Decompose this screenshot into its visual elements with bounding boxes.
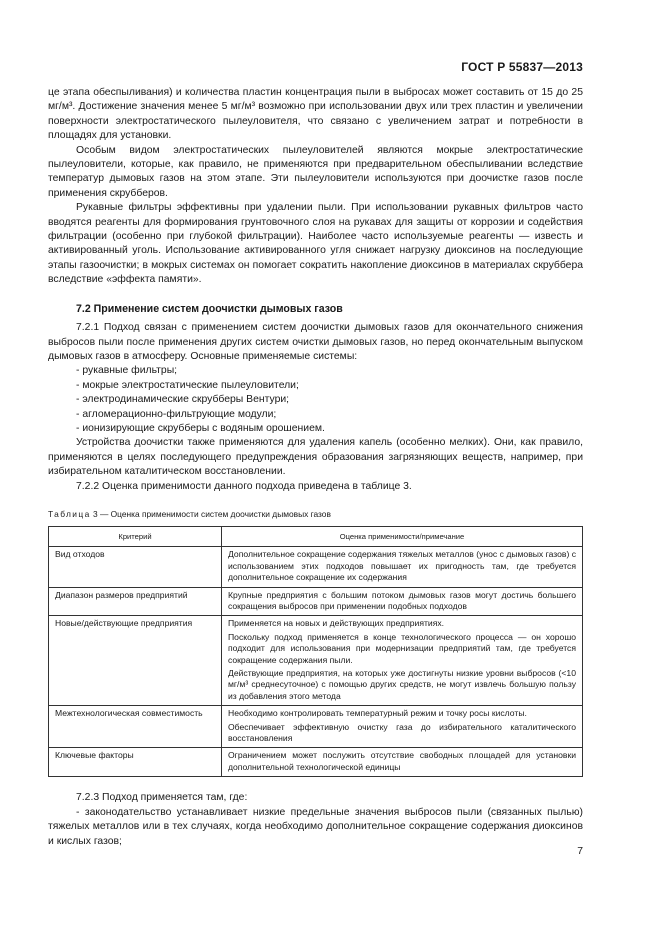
- table-caption-text: 3 — Оценка применимости систем доочистки дымовых газов: [90, 508, 331, 519]
- table-row: [49, 616, 583, 706]
- notes-cell: [222, 706, 583, 748]
- table-row: [49, 587, 583, 616]
- list-item: - ионизирующие скрубберы с водяным орошением.: [76, 422, 325, 434]
- page-number: 7: [577, 846, 583, 857]
- after-table-paragraph: - законодательство устанавливает низкие предельные значения выбросов пыли (связанных пылью) тяжелых металлов или в тех случаях, когда необходимо дополнительное сокращение содержания диоксинов и кислых газов;: [48, 806, 583, 847]
- table-row: [49, 706, 583, 748]
- table-caption-label: Таблица: [48, 508, 91, 519]
- notes-cell: [222, 748, 583, 777]
- column-header-notes: Оценка применимости/примечание: [222, 526, 583, 546]
- criterion-cell: Новые/действующие предприятия: [49, 616, 222, 706]
- table-row: [49, 547, 583, 587]
- table-caption: [48, 509, 583, 520]
- list-item: - агломерационно-фильтрующие модули;: [76, 408, 277, 420]
- list-item: - рукавные фильтры;: [76, 365, 178, 377]
- intro-paragraph: це этапа обеспыливания) и количества пластин концентрация пыли в выбросах может составить от 15 до 25 мг/м³. Достижение значения менее 5 мг/м³ возможно при использовании двух или трех пластин и увеличении поверхности электростатического пылеуловителя, что связано с увеличением затрат и потребности в площадях для установки.: [48, 87, 583, 142]
- section-paragraph: 7.2.1 Подход связан с применением систем доочистки дымовых газов для окончательного снижения выбросов пыли после применения других систем очистки дымовых газов, но перед окончательным выпуском дымовых газов в атмосферу. Основные применяемые системы:: [48, 322, 583, 362]
- section-paragraph: 7.2.2 Оценка применимости данного подхода приведена в таблице 3.: [76, 480, 412, 492]
- criterion-cell: Межтехнологическая совместимость: [49, 706, 222, 748]
- applicability-table: [48, 526, 583, 777]
- notes-cell: [222, 587, 583, 616]
- criterion-cell: Ключевые факторы: [49, 748, 222, 777]
- intro-paragraph: Особым видом электростатических пылеуловителей являются мокрые электростатические пылеуловители, которые, как правило, не применяются при предварительном обеспыливании вследствие температур дымовых газов на этом этапе. Эти пылеуловители используются при доочистке газов после применения скрубберов.: [48, 144, 583, 199]
- table-row: [49, 748, 583, 777]
- page-content: [48, 86, 583, 849]
- table-header-row: [49, 526, 583, 546]
- note-text: Поскольку подход применяется в конце технологического процесса — он хорошо подходит для использования при модернизации предприятий там, где требуется сокращение содержания пыли.: [228, 631, 576, 665]
- criterion-cell: Вид отходов: [49, 547, 222, 587]
- list-item: - мокрые электростатические пылеуловители;: [76, 379, 299, 391]
- note-text: Дополнительное сокращение содержания тяжелых металлов (унос с дымовых газов) с использованием этих подходов повышает их пригодность там, где требуется дополнительное сокращение их содержания: [228, 549, 576, 583]
- notes-cell: [222, 547, 583, 587]
- note-text: Ограничением может послужить отсутствие свободных площадей для установки дополнительной технологической единицы: [228, 750, 576, 772]
- intro-paragraph: Рукавные фильтры эффективны при удалении пыли. При использовании рукавных фильтров часто вводятся реагенты для формирования грунтовочного слоя на рукавах для защиты от коррозии и содействия фильтрации (особенно при глубокой фильтрации). Наиболее часто используемые реагенты — известь и активированный уголь. Использование активированного угля снижает нагрузку диоксинов на последующие этапы газоочистки; в мокрых системах он помогает сократить накопление диоксинов в материалах скруббера вследствие «эффекта памяти».: [48, 202, 583, 286]
- notes-cell: [222, 616, 583, 706]
- note-text: Обеспечивает эффективную очистку газа до избирательного каталитического восстановления: [228, 721, 576, 744]
- list-item: - электродинамические скрубберы Вентури;: [76, 394, 290, 406]
- section-heading: 7.2 Применение систем доочистки дымовых газов: [76, 302, 343, 315]
- standard-code: ГОСТ Р 55837—2013: [461, 60, 583, 74]
- criterion-cell: Диапазон размеров предприятий: [49, 587, 222, 616]
- note-text: Крупные предприятия с большим потоком дымовых газов могут достичь большего сокращения выбросов при применении подобных подходов: [228, 589, 576, 611]
- after-table-paragraph: 7.2.3 Подход применяется там, где:: [76, 792, 248, 804]
- note-text: Применяется на новых и действующих предприятиях.: [228, 618, 445, 629]
- systems-list: [48, 364, 583, 436]
- section-paragraph: Устройства доочистки также применяются для удаления капель (особенно мелких). Они, как правило, применяются в целях последующего предупреждения образования загрязняющих веществ, например, при избирательном каталитическом восстановлении.: [48, 437, 583, 478]
- note-text: Действующие предприятия, на которых уже достигнуты низкие уровни выбросов (<10 мг/м³ среднесуточное) с помощью других средств, не могут извлечь большую пользу из добавления этого метода: [228, 668, 576, 701]
- column-header-criterion: Критерий: [49, 526, 222, 546]
- note-text: Необходимо контролировать температурный режим и точку росы кислоты.: [228, 708, 527, 719]
